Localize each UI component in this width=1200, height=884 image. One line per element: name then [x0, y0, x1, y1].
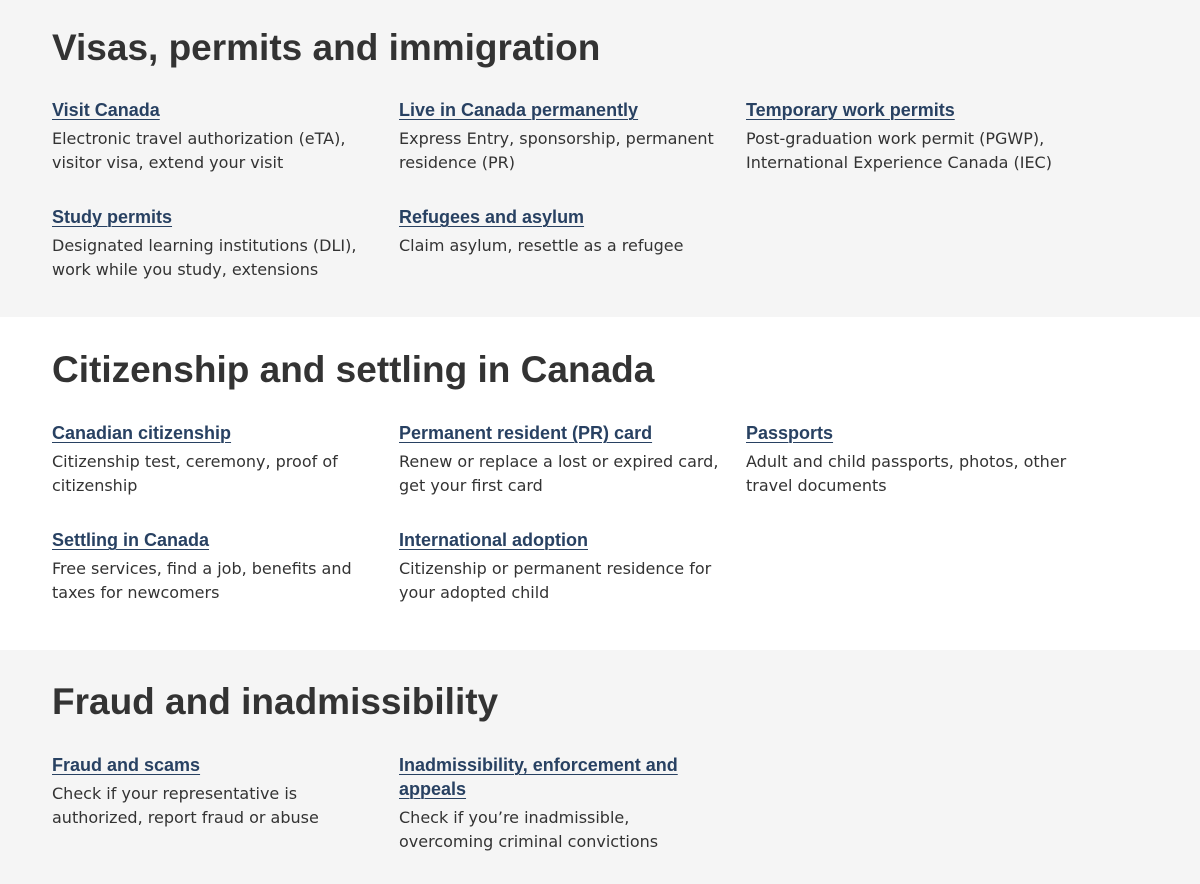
list-item-refugees-and-asylum [399, 205, 719, 258]
item-description: Check if you’re inadmissible, overcoming criminal convictions [399, 808, 659, 851]
item-description: Check if your representative is authorized, report fraud or abuse [52, 784, 319, 827]
link-inadmissibility-enforcement-appeals[interactable]: Inadmissibility, enforcement and appeals [399, 755, 678, 799]
section-visas-permits-immigration [0, 0, 1200, 317]
link-settling-in-canada[interactable]: Settling in Canada [52, 530, 210, 550]
section-fraud-inadmissibility [0, 650, 1200, 884]
item-description: Post-graduation work permit (PGWP), International Experience Canada (IEC) [746, 129, 1052, 172]
item-description: Electronic travel authorization (eTA), visitor visa, extend your visit [52, 129, 346, 172]
item-description: Adult and child passports, photos, other travel documents [746, 452, 1067, 495]
item-description: Express Entry, sponsorship, permanent residence (PR) [399, 129, 714, 172]
list-item-settling-in-canada [52, 528, 372, 605]
list-item-inadmissibility-enforcement-appeals [399, 753, 714, 854]
link-temporary-work-permits[interactable]: Temporary work permits [746, 100, 955, 120]
link-international-adoption[interactable]: International adoption [399, 530, 588, 550]
list-item-passports [746, 421, 1076, 498]
section-citizenship-settling [0, 317, 1200, 650]
link-canadian-citizenship[interactable]: Canadian citizenship [52, 423, 232, 443]
link-refugees-and-asylum[interactable]: Refugees and asylum [399, 207, 585, 227]
list-item-study-permits [52, 205, 372, 282]
list-item-international-adoption [399, 528, 719, 605]
list-item-canadian-citizenship [52, 421, 372, 498]
link-fraud-and-scams[interactable]: Fraud and scams [52, 755, 201, 775]
list-item-fraud-and-scams [52, 753, 372, 830]
item-description: Designated learning institutions (DLI), work while you study, extensions [52, 236, 357, 279]
item-description: Claim asylum, resettle as a refugee [399, 236, 684, 255]
item-description: Citizenship or permanent residence for your adopted child [399, 559, 712, 602]
item-description: Citizenship test, ceremony, proof of citizenship [52, 452, 338, 495]
item-description: Renew or replace a lost or expired card, get your first card [399, 452, 719, 495]
item-description: Free services, find a job, benefits and taxes for newcomers [52, 559, 352, 602]
section-heading: Citizenship and settling in Canada [52, 349, 655, 390]
link-study-permits[interactable]: Study permits [52, 207, 173, 227]
list-item-temporary-work-permits [746, 98, 1076, 175]
link-permanent-resident-card[interactable]: Permanent resident (PR) card [399, 423, 653, 443]
link-live-in-canada-permanently[interactable]: Live in Canada permanently [399, 100, 639, 120]
list-item-live-in-canada-permanently [399, 98, 719, 175]
link-visit-canada[interactable]: Visit Canada [52, 100, 160, 120]
link-passports[interactable]: Passports [746, 423, 834, 443]
section-heading: Fraud and inadmissibility [52, 681, 499, 722]
list-item-visit-canada [52, 98, 372, 175]
section-heading: Visas, permits and immigration [52, 27, 601, 68]
list-item-permanent-resident-card [399, 421, 719, 498]
